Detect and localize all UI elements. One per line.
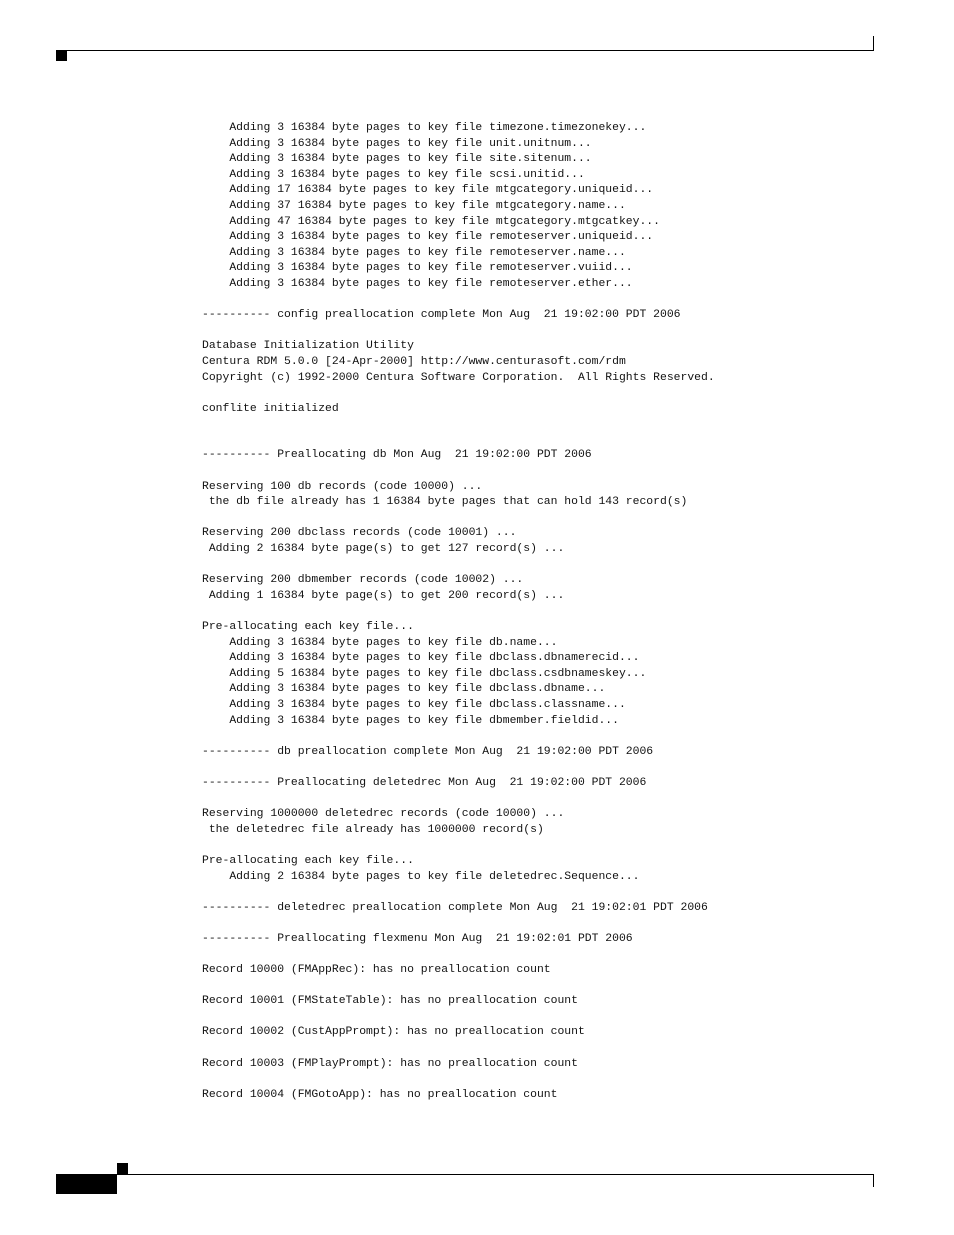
log-line: Adding 17 16384 byte pages to key file mtgcategory.uniqueid... xyxy=(202,184,654,197)
log-line: Record 10002 (CustAppPrompt): has no preallocation count xyxy=(202,1026,585,1039)
log-line: Adding 37 16384 byte pages to key file mtgcategory.name... xyxy=(202,199,626,212)
log-line xyxy=(202,916,715,932)
header-edge-tick xyxy=(873,36,874,51)
log-line: ---------- deletedrec preallocation complete Mon Aug 21 19:02:01 PDT 2006 xyxy=(202,901,708,914)
log-line: Adding 5 16384 byte pages to key file dbclass.csdbnameskey... xyxy=(202,667,647,680)
log-line: Adding 3 16384 byte pages to key file remoteserver.uniqueid... xyxy=(202,231,654,244)
footer-marker-small xyxy=(117,1163,128,1174)
log-line xyxy=(202,979,715,995)
log-line: Record 10000 (FMAppRec): has no preallocation count xyxy=(202,964,551,977)
log-line: Reserving 200 dbclass records (code 10001) ... xyxy=(202,527,517,540)
log-line: Adding 3 16384 byte pages to key file dbmember.fieldid... xyxy=(202,714,619,727)
footer-page-tab xyxy=(56,1175,117,1194)
log-line: Adding 3 16384 byte pages to key file remoteserver.name... xyxy=(202,246,626,259)
log-line xyxy=(202,947,715,963)
log-line xyxy=(202,792,715,808)
log-line: the deletedrec file already has 1000000 record(s) xyxy=(202,823,544,836)
log-line: Reserving 100 db records (code 10000) ... xyxy=(202,480,483,493)
log-line: Reserving 200 dbmember records (code 10002) ... xyxy=(202,574,524,587)
log-line: Adding 3 16384 byte pages to key file scsi.unitid... xyxy=(202,168,585,181)
log-line: Record 10003 (FMPlayPrompt): has no preallocation count xyxy=(202,1057,578,1070)
log-line: ---------- db preallocation complete Mon Aug 21 19:02:00 PDT 2006 xyxy=(202,745,654,758)
log-line xyxy=(202,1041,715,1057)
footer-rule xyxy=(56,1174,874,1175)
log-line xyxy=(202,604,715,620)
log-line: ---------- Preallocating deletedrec Mon Aug 21 19:02:00 PDT 2006 xyxy=(202,776,647,789)
log-line: Adding 3 16384 byte pages to key file dbclass.dbnamerecid... xyxy=(202,652,640,665)
log-line: Adding 3 16384 byte pages to key file unit.unitnum... xyxy=(202,137,592,150)
log-line: Adding 2 16384 byte page(s) to get 127 record(s) ... xyxy=(202,543,565,556)
log-line xyxy=(202,386,715,402)
log-line: Adding 3 16384 byte pages to key file dbclass.classname... xyxy=(202,698,626,711)
log-line xyxy=(202,293,715,309)
log-line: ---------- Preallocating flexmenu Mon Aug 21 19:02:01 PDT 2006 xyxy=(202,932,633,945)
log-line xyxy=(202,324,715,340)
log-line: conflite initialized xyxy=(202,402,339,415)
log-line: Copyright (c) 1992-2000 Centura Software Corporation. All Rights Reserved. xyxy=(202,371,715,384)
log-line xyxy=(202,760,715,776)
log-line xyxy=(202,729,715,745)
footer-edge-tick xyxy=(873,1175,874,1187)
log-line: Database Initialization Utility xyxy=(202,340,414,353)
log-line xyxy=(202,433,715,449)
log-line xyxy=(202,1072,715,1088)
log-line xyxy=(202,558,715,574)
log-line: Pre-allocating each key file... xyxy=(202,854,414,867)
log-line: ---------- Preallocating db Mon Aug 21 19:02:00 PDT 2006 xyxy=(202,449,592,462)
log-line: Adding 2 16384 byte pages to key file deletedrec.Sequence... xyxy=(202,870,640,883)
log-line xyxy=(202,1010,715,1026)
log-line xyxy=(202,838,715,854)
log-line: Reserving 1000000 deletedrec records (code 10000) ... xyxy=(202,808,565,821)
log-line xyxy=(202,417,715,433)
log-line: Pre-allocating each key file... xyxy=(202,621,414,633)
log-line: Adding 47 16384 byte pages to key file mtgcategory.mtgcatkey... xyxy=(202,215,660,228)
console-log-listing xyxy=(202,121,715,1103)
header-rule xyxy=(56,50,874,51)
log-line: ---------- config preallocation complete Mon Aug 21 19:02:00 PDT 2006 xyxy=(202,309,681,322)
log-line: Adding 3 16384 byte pages to key file remoteserver.ether... xyxy=(202,277,633,290)
log-line: the db file already has 1 16384 byte pages that can hold 143 record(s) xyxy=(202,496,688,509)
log-line: Adding 3 16384 byte pages to key file timezone.timezonekey... xyxy=(202,122,647,134)
header-corner-mark xyxy=(56,51,67,61)
log-line: Record 10004 (FMGotoApp): has no preallocation count xyxy=(202,1088,558,1101)
log-line: Adding 1 16384 byte page(s) to get 200 record(s) ... xyxy=(202,589,565,602)
log-line: Adding 3 16384 byte pages to key file db.name... xyxy=(202,636,558,649)
log-line: Record 10001 (FMStateTable): has no preallocation count xyxy=(202,995,578,1008)
log-line xyxy=(202,885,715,901)
log-line xyxy=(202,511,715,527)
log-line: Adding 3 16384 byte pages to key file dbclass.dbname... xyxy=(202,683,606,696)
log-line: Centura RDM 5.0.0 [24-Apr-2000] http://www.centurasoft.com/rdm xyxy=(202,355,626,368)
log-line: Adding 3 16384 byte pages to key file site.sitenum... xyxy=(202,153,592,166)
log-line xyxy=(202,464,715,480)
log-line: Adding 3 16384 byte pages to key file remoteserver.vuiid... xyxy=(202,262,633,275)
